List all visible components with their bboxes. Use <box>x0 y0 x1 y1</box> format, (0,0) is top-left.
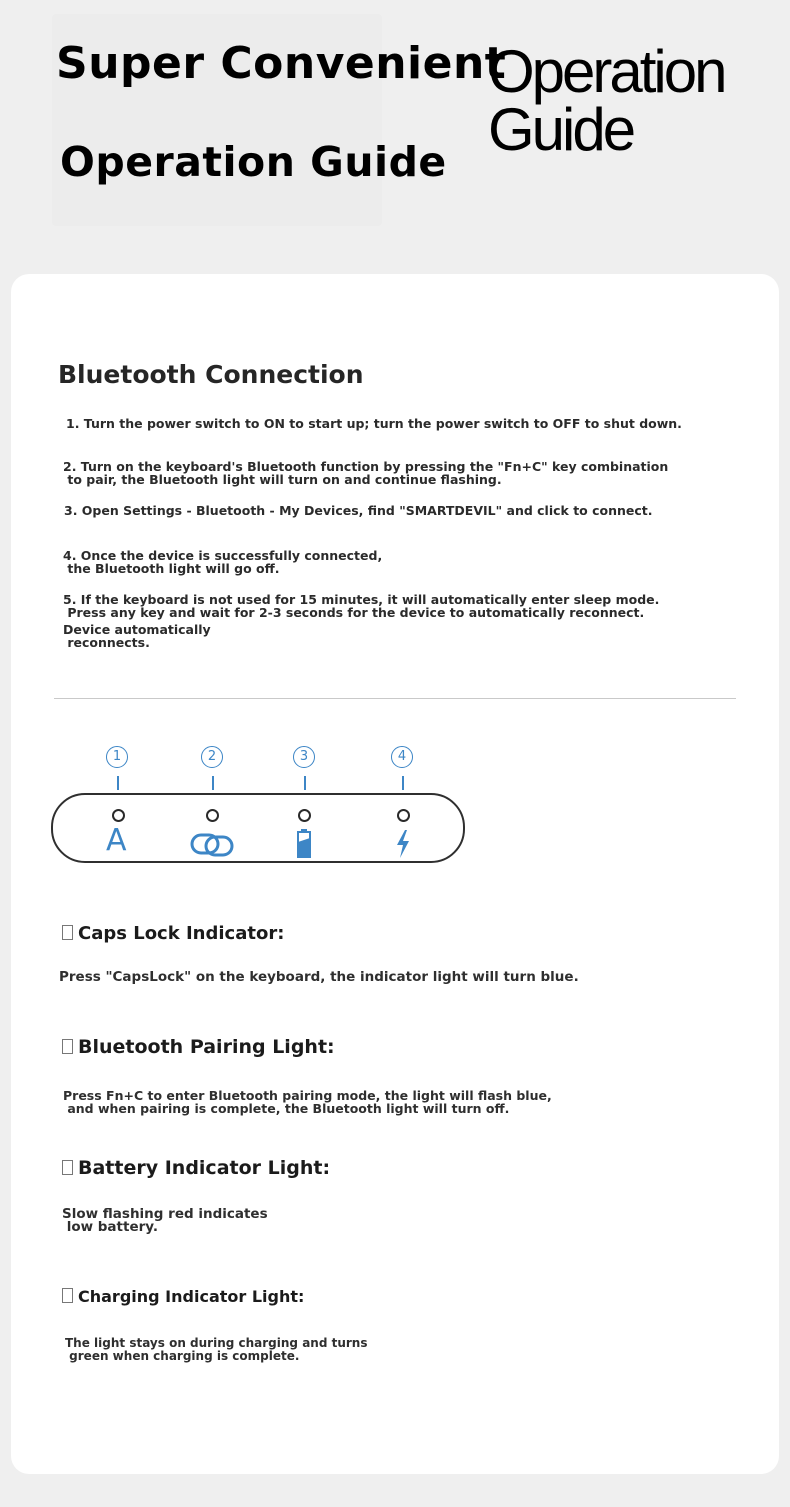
bluetooth-pairing-heading: Bluetooth Pairing Light: <box>62 1036 335 1058</box>
heading-bullet-box <box>62 1039 73 1054</box>
caps-lock-description: Press "CapsLock" on the keyboard, the indicator light will turn blue. <box>59 969 579 985</box>
charging-indicator-description: The light stays on during charging and turns green when charging is complete. <box>65 1336 368 1363</box>
heading-bullet-box <box>62 925 73 940</box>
bluetooth-pairing-description: Press Fn+C to enter Bluetooth pairing mode, the light will flash blue, and when pairing is complete, the Bluetooth light will turn off. <box>63 1088 552 1116</box>
caps-lock-icon: A <box>106 823 127 858</box>
bluetooth-step-4: 4. Once the device is successfully connected, the Bluetooth light will go off. <box>63 548 383 576</box>
bluetooth-step-5: 5. If the keyboard is not used for 15 minutes, it will automatically enter sleep mode. Press any key and wait for 2-3 seconds for the device to automatically reconnect. <box>63 592 660 620</box>
page-title-line-1: Super Convenient <box>56 38 507 89</box>
indicator-tick-1 <box>117 776 119 790</box>
indicator-number-3: 3 <box>293 746 315 768</box>
battery-indicator-heading: Battery Indicator Light: <box>62 1157 330 1179</box>
charging-bolt-icon <box>396 830 410 858</box>
indicator-number-4: 4 <box>391 746 413 768</box>
indicator-panel-diagram <box>48 740 472 870</box>
battery-indicator-description: Slow flashing red indicates low battery. <box>62 1206 268 1235</box>
bluetooth-step-6: Device automatically reconnects. <box>63 622 211 650</box>
bluetooth-section-heading: Bluetooth Connection <box>58 360 364 389</box>
page-title-alt-line-1: Operation <box>488 38 725 105</box>
page-title-line-2: Operation Guide <box>60 138 447 186</box>
indicator-led-3 <box>298 809 311 822</box>
bluetooth-step-1: 1. Turn the power switch to ON to start up; turn the power switch to OFF to shut down. <box>66 416 682 431</box>
heading-bullet-box <box>62 1288 73 1303</box>
bluetooth-step-3: 3. Open Settings - Bluetooth - My Devices, find "SMARTDEVIL" and click to connect. <box>64 503 653 518</box>
bluetooth-link-icon <box>190 832 236 858</box>
battery-icon <box>297 828 311 858</box>
indicator-number-1: 1 <box>106 746 128 768</box>
indicator-number-2: 2 <box>201 746 223 768</box>
section-divider <box>54 698 736 699</box>
caps-lock-heading: Caps Lock Indicator: <box>62 923 284 944</box>
page-title-alt-line-2: Guide <box>488 96 634 163</box>
heading-bullet-box <box>62 1160 73 1175</box>
indicator-tick-3 <box>304 776 306 790</box>
indicator-led-1 <box>112 809 125 822</box>
indicator-tick-2 <box>212 776 214 790</box>
charging-indicator-heading: Charging Indicator Light: <box>62 1287 304 1306</box>
indicator-led-4 <box>397 809 410 822</box>
indicator-tick-4 <box>402 776 404 790</box>
bluetooth-step-2: 2. Turn on the keyboard's Bluetooth function by pressing the "Fn+C" key combination to pair, the Bluetooth light will turn on and continue flashing. <box>63 459 669 487</box>
indicator-led-2 <box>206 809 219 822</box>
